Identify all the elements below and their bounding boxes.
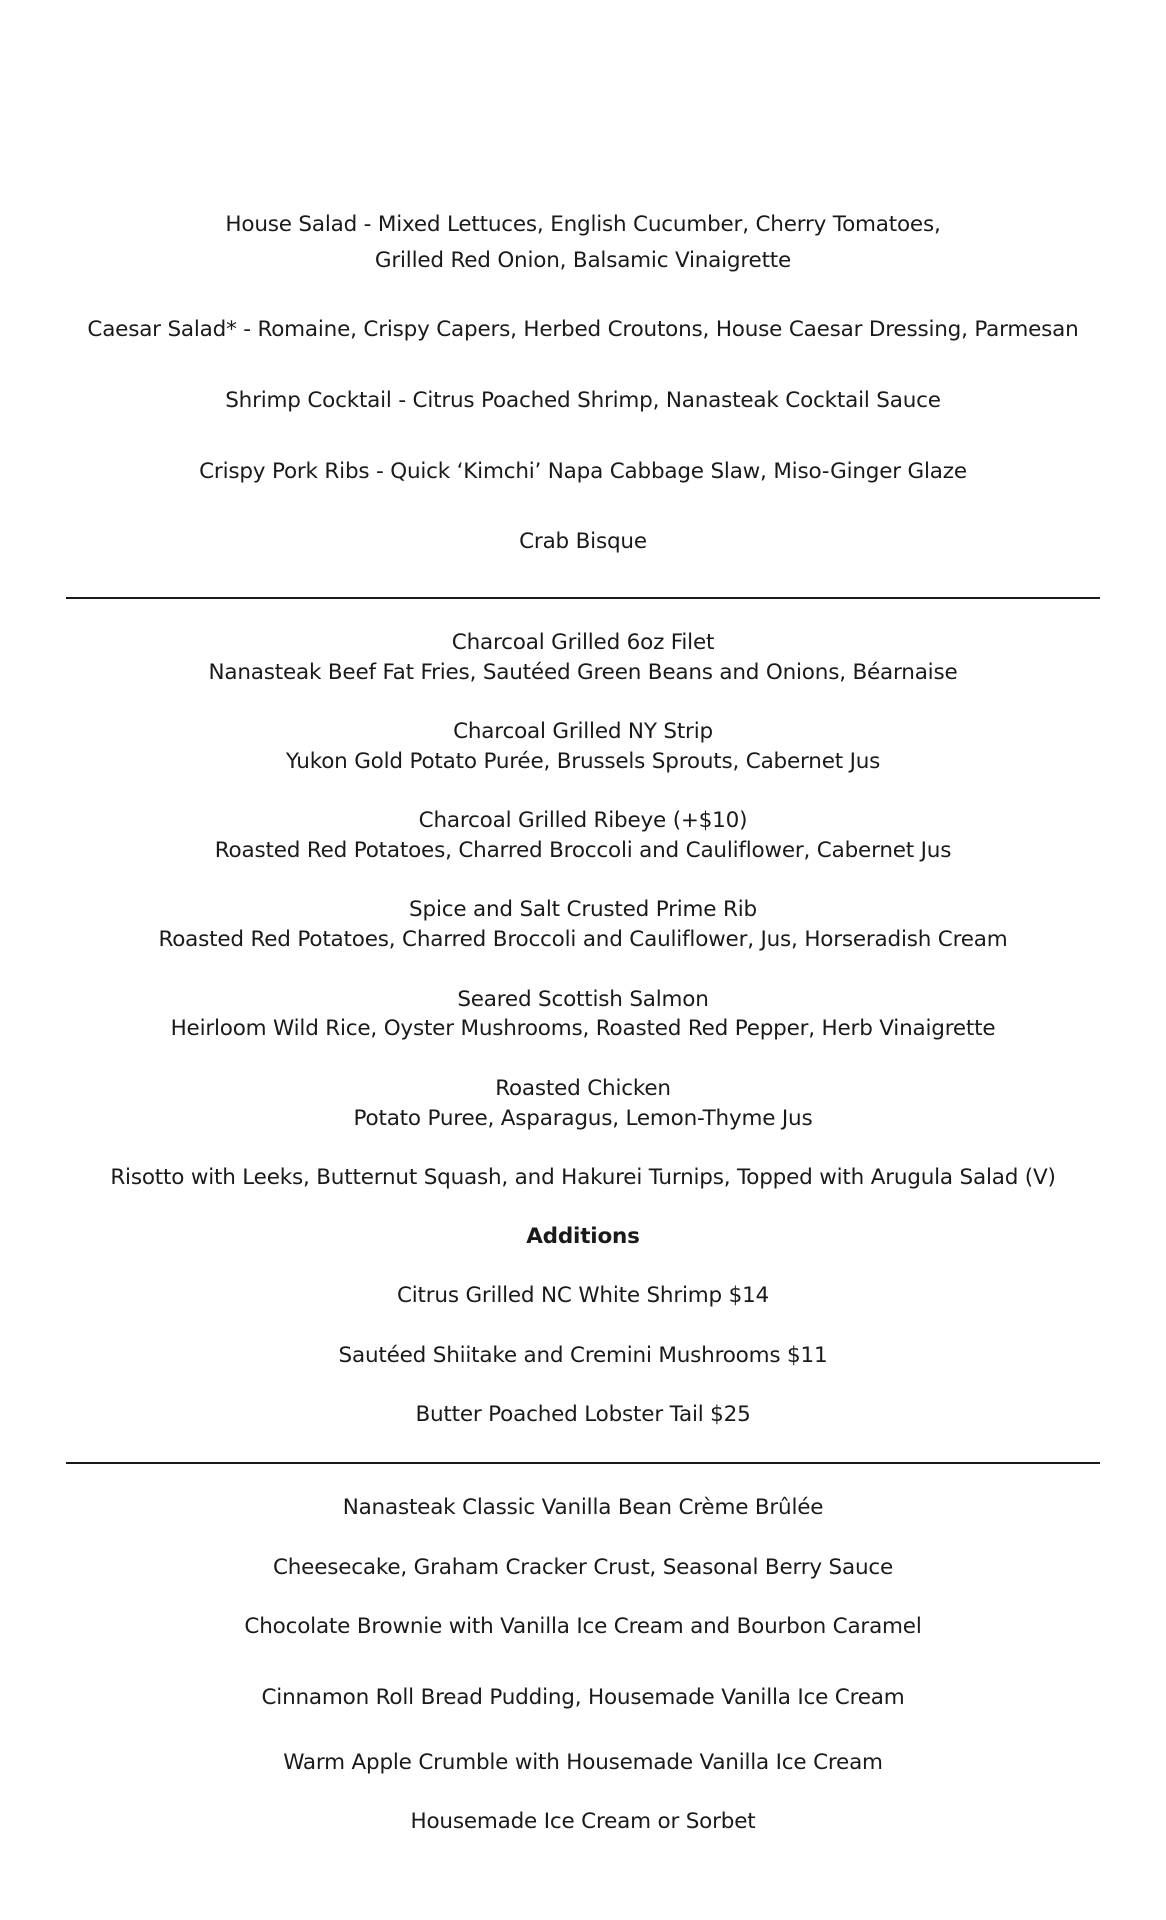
addition-shrimp: Citrus Grilled NC White Shrimp $14 (396, 1283, 770, 1308)
addition-lobster: Butter Poached Lobster Tail $25 (415, 1402, 751, 1427)
salmon-description: Heirloom Wild Rice, Oyster Mushrooms, Roasted Red Pepper, Herb Vinaigrette (170, 1016, 996, 1041)
section-divider-starters (66, 597, 1100, 599)
chicken-description: Potato Puree, Asparagus, Lemon-Thyme Jus (353, 1106, 813, 1131)
prime-rib-description: Roasted Red Potatoes, Charred Broccoli and Cauliflower, Jus, Horseradish Cream (158, 927, 1008, 952)
ribeye-description: Roasted Red Potatoes, Charred Broccoli and Cauliflower, Cabernet Jus (214, 838, 952, 863)
risotto-item: Risotto with Leeks, Butternut Squash, and Hakurei Turnips, Topped with Arugula Salad (V) (110, 1165, 1056, 1190)
filet-name: Charcoal Grilled 6oz Filet (451, 630, 715, 655)
shrimp-cocktail-item: Shrimp Cocktail - Citrus Poached Shrimp, Nanasteak Cocktail Sauce (225, 388, 941, 413)
caesar-salad-item: Caesar Salad* - Romaine, Crispy Capers, Herbed Croutons, House Caesar Dressing, Parmesan (87, 317, 1079, 342)
ny-strip-description: Yukon Gold Potato Purée, Brussels Sprouts, Cabernet Jus (285, 749, 881, 774)
house-salad-line1: House Salad - Mixed Lettuces, English Cucumber, Cherry Tomatoes, (225, 212, 941, 237)
pork-ribs-item: Crispy Pork Ribs - Quick ‘Kimchi’ Napa Cabbage Slaw, Miso-Ginger Glaze (199, 459, 967, 484)
dessert-apple-crumble: Warm Apple Crumble with Housemade Vanilla Ice Cream (283, 1750, 883, 1775)
dessert-ice-cream: Housemade Ice Cream or Sorbet (410, 1809, 756, 1834)
addition-mushrooms: Sautéed Shiitake and Cremini Mushrooms $11 (338, 1343, 828, 1368)
chicken-name: Roasted Chicken (495, 1076, 671, 1101)
section-divider-entrees (66, 1462, 1100, 1464)
ny-strip-name: Charcoal Grilled NY Strip (453, 719, 713, 744)
house-salad-line2: Grilled Red Onion, Balsamic Vinaigrette (374, 248, 792, 273)
dessert-creme-brulee: Nanasteak Classic Vanilla Bean Crème Brûlée (342, 1495, 824, 1520)
dessert-bread-pudding: Cinnamon Roll Bread Pudding, Housemade Vanilla Ice Cream (261, 1685, 905, 1710)
crab-bisque-item: Crab Bisque (519, 529, 647, 554)
filet-description: Nanasteak Beef Fat Fries, Sautéed Green Beans and Onions, Béarnaise (208, 660, 958, 685)
additions-heading: Additions (526, 1224, 640, 1249)
salmon-name: Seared Scottish Salmon (457, 987, 709, 1012)
dessert-cheesecake: Cheesecake, Graham Cracker Crust, Seasonal Berry Sauce (272, 1555, 894, 1580)
dessert-brownie: Chocolate Brownie with Vanilla Ice Cream and Bourbon Caramel (244, 1614, 922, 1639)
ribeye-name: Charcoal Grilled Ribeye (+$10) (418, 808, 748, 833)
prime-rib-name: Spice and Salt Crusted Prime Rib (409, 897, 757, 922)
